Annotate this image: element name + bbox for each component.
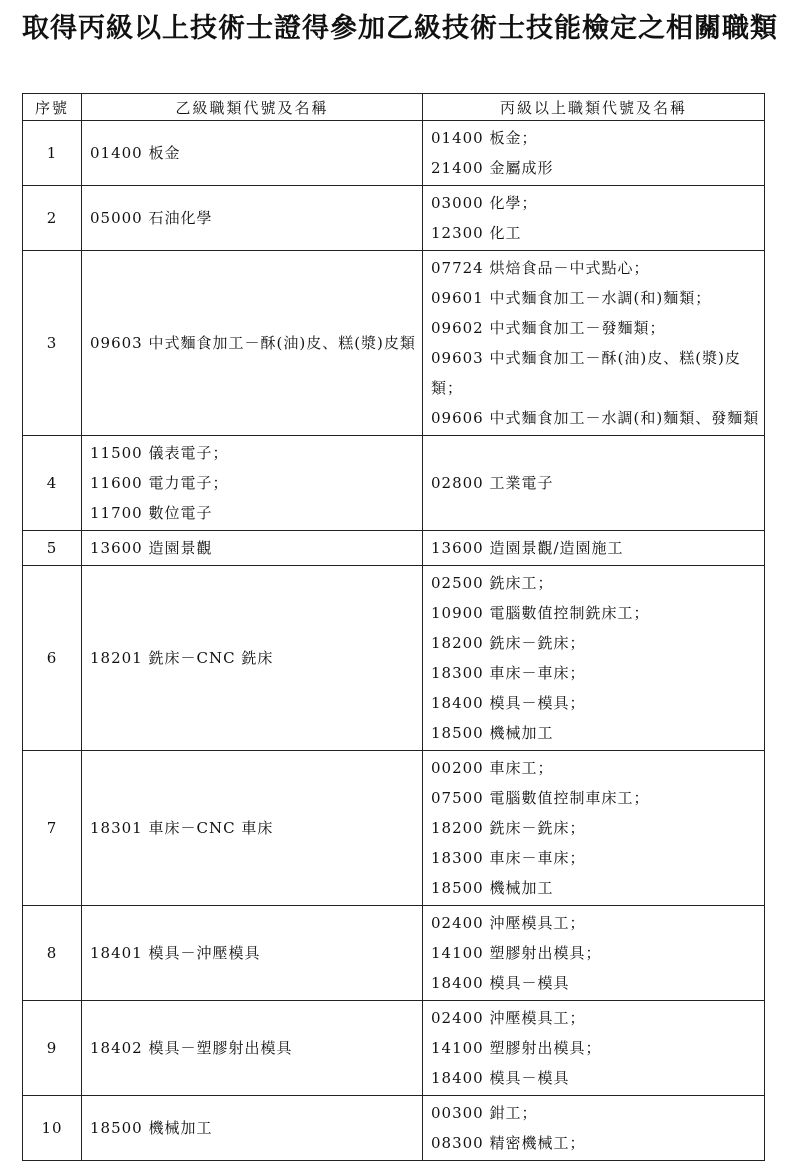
row-serial: 5 [23, 531, 82, 566]
level-c-occupation: 00200 車床工； [431, 759, 554, 777]
table-row [23, 1001, 765, 1096]
level-c-occupation: 09603 中式麵食加工－酥(油)皮、糕(漿)皮類； [431, 349, 741, 397]
row-serial: 2 [23, 186, 82, 251]
level-b-occupation-cell [82, 751, 423, 906]
level-c-occupation: 14100 塑膠射出模具； [431, 1039, 602, 1057]
level-c-occupation: 18500 機械加工 [431, 724, 554, 742]
level-c-occupation: 08300 精密機械工； [431, 1134, 586, 1152]
level-c-occupation: 00300 鉗工； [431, 1104, 538, 1122]
level-b-occupation-cell [82, 1096, 423, 1161]
row-serial: 1 [23, 121, 82, 186]
level-c-occupation-cell [423, 566, 765, 751]
level-b-occupation-cell [82, 531, 423, 566]
level-b-occupation-cell [82, 186, 423, 251]
level-b-occupation: 18500 機械加工 [90, 1119, 213, 1137]
document-title: 取得丙級以上技術士證得參加乙級技術士技能檢定之相關職類 [22, 13, 778, 44]
level-b-occupation-cell [82, 251, 423, 436]
table-row [23, 436, 765, 531]
level-b-occupation: 18402 模具－塑膠射出模具 [90, 1039, 293, 1057]
level-c-occupation: 18300 車床－車床； [431, 849, 586, 867]
header-level-b-occupation: 乙級職類代號及名稱 [82, 94, 423, 121]
level-c-occupation: 18400 模具－模具 [431, 974, 570, 992]
level-b-occupation: 18301 車床－CNC 車床 [90, 819, 274, 837]
level-c-occupation: 18200 銑床－銑床； [431, 819, 586, 837]
level-c-occupation: 14100 塑膠射出模具； [431, 944, 602, 962]
level-b-occupation: 05000 石油化學 [90, 209, 213, 227]
level-c-occupation: 13600 造園景觀/造園施工 [431, 539, 624, 557]
level-b-occupation: 18201 銑床－CNC 銑床 [90, 649, 274, 667]
level-b-occupation: 11600 電力電子； [90, 474, 229, 492]
row-serial: 9 [23, 1001, 82, 1096]
level-b-occupation: 11500 儀表電子； [90, 444, 229, 462]
level-c-occupation: 09606 中式麵食加工－水調(和)麵類、發麵類 [431, 409, 760, 427]
table-row [23, 531, 765, 566]
table-row [23, 251, 765, 436]
table-row [23, 121, 765, 186]
level-c-occupation-cell [423, 251, 765, 436]
level-c-occupation: 10900 電腦數值控制銑床工； [431, 604, 650, 622]
level-c-occupation-cell [423, 531, 765, 566]
level-c-occupation: 07500 電腦數值控制車床工； [431, 789, 650, 807]
level-c-occupation-cell [423, 1096, 765, 1161]
table-row [23, 751, 765, 906]
level-c-occupation: 03000 化學； [431, 194, 538, 212]
level-c-occupation-cell [423, 121, 765, 186]
level-c-occupation: 02400 沖壓模具工； [431, 1009, 586, 1027]
row-serial: 3 [23, 251, 82, 436]
header-serial: 序號 [23, 94, 82, 121]
level-c-occupation-cell [423, 906, 765, 1001]
level-c-occupation: 18300 車床－車床； [431, 664, 586, 682]
table-row [23, 1096, 765, 1161]
level-c-occupation: 12300 化工 [431, 224, 522, 242]
level-c-occupation: 21400 金屬成形 [431, 159, 554, 177]
occupation-table [22, 93, 765, 1161]
level-c-occupation-cell [423, 751, 765, 906]
level-c-occupation: 18500 機械加工 [431, 879, 554, 897]
table-row [23, 906, 765, 1001]
level-b-occupation-cell [82, 906, 423, 1001]
table-row [23, 566, 765, 751]
level-b-occupation: 09603 中式麵食加工－酥(油)皮、糕(漿)皮類 [90, 334, 416, 352]
level-c-occupation: 01400 板金； [431, 129, 538, 147]
level-c-occupation: 02400 沖壓模具工； [431, 914, 586, 932]
level-c-occupation: 02500 銑床工； [431, 574, 554, 592]
level-b-occupation: 18401 模具－沖壓模具 [90, 944, 261, 962]
table-row [23, 186, 765, 251]
level-c-occupation: 09602 中式麵食加工－發麵類； [431, 319, 666, 337]
level-c-occupation-cell [423, 186, 765, 251]
level-c-occupation: 09601 中式麵食加工－水調(和)麵類； [431, 289, 712, 307]
level-c-occupation-cell [423, 1001, 765, 1096]
level-c-occupation: 18200 銑床－銑床； [431, 634, 586, 652]
level-c-occupation: 18400 模具－模具 [431, 1069, 570, 1087]
level-b-occupation: 13600 造園景觀 [90, 539, 213, 557]
level-b-occupation: 01400 板金 [90, 144, 181, 162]
row-serial: 10 [23, 1096, 82, 1161]
level-b-occupation-cell [82, 121, 423, 186]
level-b-occupation-cell [82, 1001, 423, 1096]
level-b-occupation-cell [82, 436, 423, 531]
row-serial: 7 [23, 751, 82, 906]
row-serial: 8 [23, 906, 82, 1001]
level-b-occupation-cell [82, 566, 423, 751]
header-level-c-occupation: 丙級以上職類代號及名稱 [423, 94, 765, 121]
level-c-occupation: 18400 模具－模具； [431, 694, 586, 712]
level-c-occupation-cell [423, 436, 765, 531]
table-header-row [23, 94, 765, 121]
row-serial: 4 [23, 436, 82, 531]
level-b-occupation: 11700 數位電子 [90, 504, 213, 522]
level-c-occupation: 07724 烘焙食品－中式點心； [431, 259, 650, 277]
row-serial: 6 [23, 566, 82, 751]
level-c-occupation: 02800 工業電子 [431, 474, 554, 492]
